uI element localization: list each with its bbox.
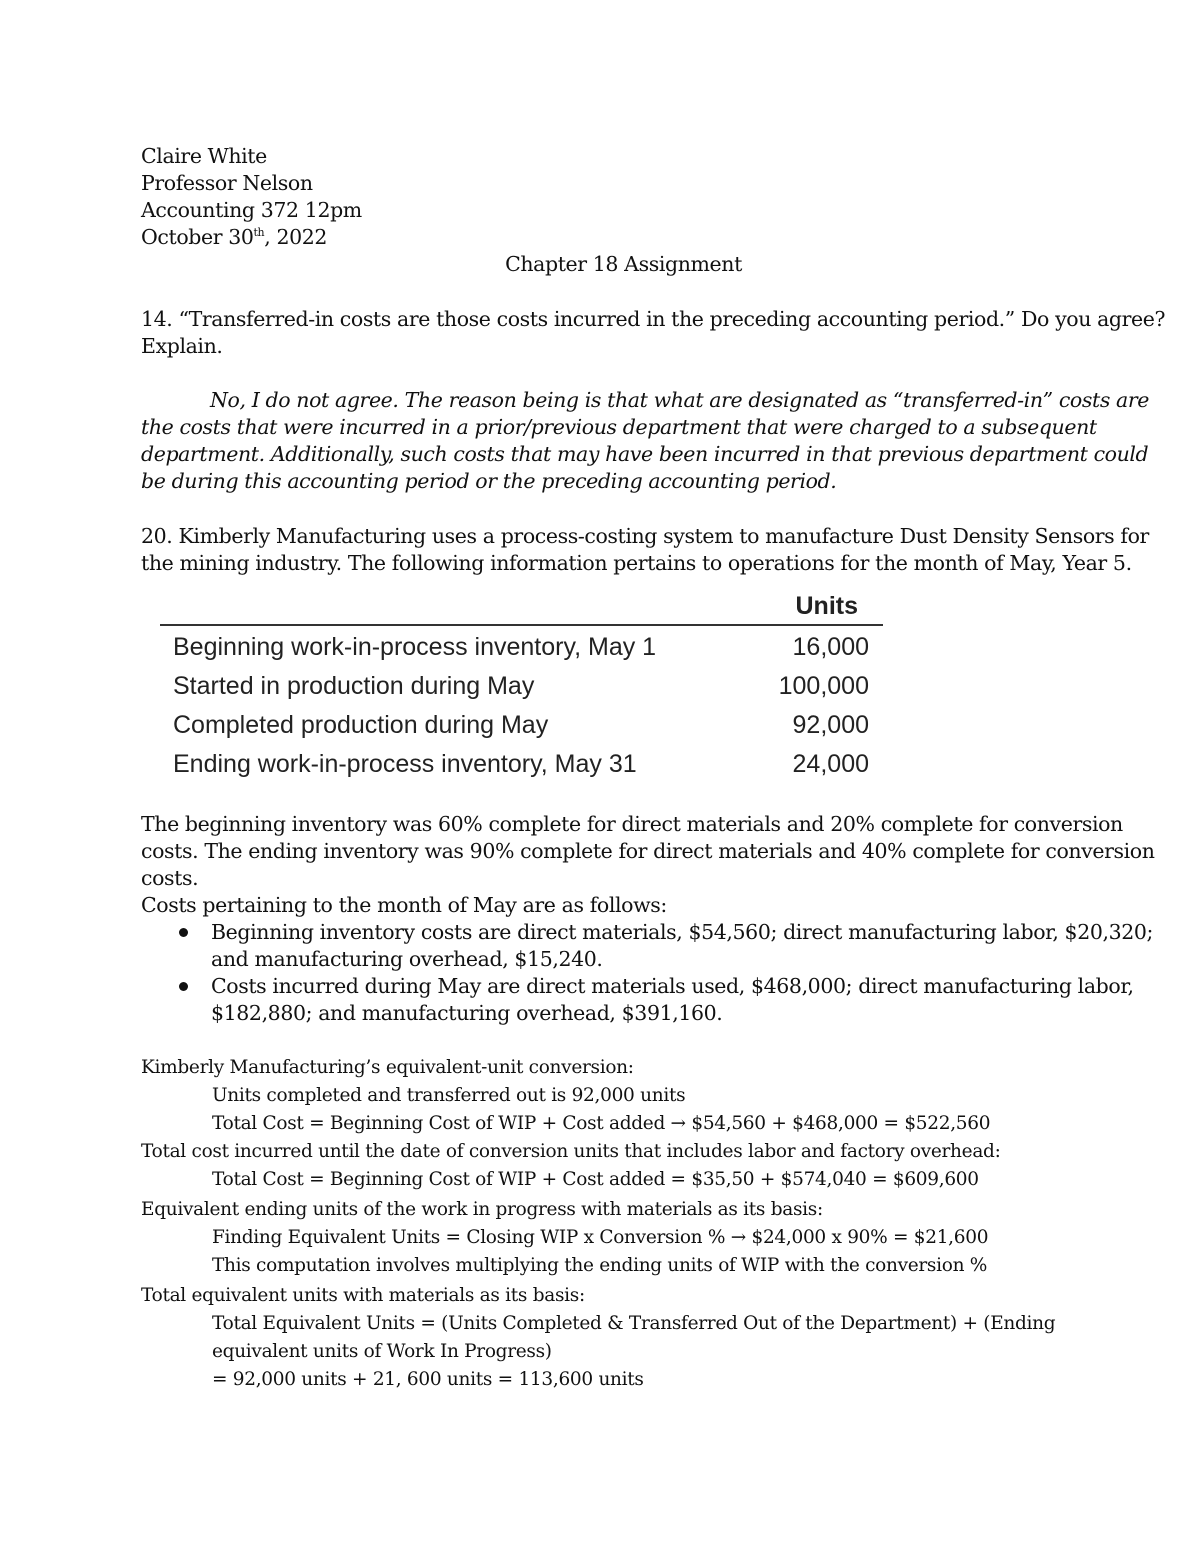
bullet-icon	[179, 982, 188, 991]
professor-name: Professor Nelson	[141, 171, 313, 195]
solution-line: Units completed and transferred out is 92,000 units	[212, 1085, 686, 1106]
solution-line: equivalent units of Work In Progress)	[212, 1341, 552, 1362]
row-label: Completed production during May	[173, 711, 549, 739]
row-label: Beginning work-in-process inventory, May 1	[173, 633, 657, 661]
bullet-1-line-1: Beginning inventory costs are direct materials, $54,560; direct manufacturing labor, $20,320;	[211, 920, 1154, 944]
q20-body-line-4: Costs pertaining to the month of May are as follows:	[141, 893, 667, 917]
solution-line: This computation involves multiplying the ending units of WIP with the conversion %	[212, 1255, 988, 1276]
table-header-rule	[160, 624, 883, 626]
date-suffix: , 2022	[264, 225, 328, 249]
q20-body-line-2: costs. The ending inventory was 90% complete for direct materials and 40% complete for conversion	[141, 839, 1155, 863]
solution-line: Total Cost = Beginning Cost of WIP + Cost added = $35,50 + $574,040 = $609,600	[212, 1169, 979, 1190]
row-label: Started in production during May	[173, 672, 535, 700]
q14-answer-line-1: No, I do not agree. The reason being is that what are designated as “transferred-in” costs are	[210, 388, 1150, 412]
solution-line: Total cost incurred until the date of conversion units that includes labor and factory overhead:	[141, 1141, 1001, 1162]
q20-intro-line-2: the mining industry. The following information pertains to operations for the month of May, Year 5.	[141, 551, 1132, 575]
bullet-icon	[179, 928, 188, 937]
course-name: Accounting 372 12pm	[141, 198, 362, 222]
solution-line: Total Equivalent Units = (Units Completed & Transferred Out of the Department) + (Ending	[212, 1313, 1056, 1334]
solution-line: Finding Equivalent Units = Closing WIP x Conversion % → $24,000 x 90% = $21,600	[212, 1227, 989, 1248]
q20-intro-line-1: 20. Kimberly Manufacturing uses a process-costing system to manufacture Dust Density Sensors for	[141, 524, 1149, 548]
row-value: 16,000	[792, 633, 869, 661]
date	[141, 224, 327, 251]
date-sup: th	[253, 226, 265, 240]
assignment-title: Chapter 18 Assignment	[505, 252, 742, 276]
q14-question-line-2: Explain.	[141, 334, 223, 358]
row-value: 92,000	[792, 711, 869, 739]
table-row	[158, 633, 883, 671]
solution-line: = 92,000 units + 21, 600 units = 113,600 units	[212, 1369, 644, 1390]
q14-answer-line-2: the costs that were incurred in a prior/previous department that were charged to a subsequent	[141, 415, 1097, 439]
table-row	[158, 711, 883, 749]
row-value: 24,000	[792, 750, 869, 778]
q14-answer-line-4: be during this accounting period or the preceding accounting period.	[141, 469, 837, 493]
q20-body-line-3: costs.	[141, 866, 199, 890]
q20-body-line-1: The beginning inventory was 60% complete for direct materials and 20% complete for conversion	[141, 812, 1123, 836]
solution-line: Total equivalent units with materials as its basis:	[141, 1285, 585, 1306]
q14-question-line-1: 14. “Transferred-in costs are those costs incurred in the preceding accounting period.” Do you agree?	[141, 307, 1166, 331]
bullet-2-line-1: Costs incurred during May are direct materials used, $468,000; direct manufacturing labor,	[211, 974, 1134, 998]
bullet-2-line-2: $182,880; and manufacturing overhead, $391,160.	[211, 1001, 723, 1025]
table-row	[158, 750, 883, 788]
row-value: 100,000	[778, 672, 869, 700]
row-label: Ending work-in-process inventory, May 31	[173, 750, 637, 778]
solution-line: Kimberly Manufacturing’s equivalent-unit conversion:	[141, 1057, 634, 1078]
q14-answer-line-3: department. Additionally, such costs that may have been incurred in that previous department could	[141, 442, 1149, 466]
bullet-1-line-2: and manufacturing overhead, $15,240.	[211, 947, 603, 971]
units-header: Units	[795, 592, 858, 620]
solution-line: Total Cost = Beginning Cost of WIP + Cost added → $54,560 + $468,000 = $522,560	[212, 1113, 991, 1134]
table-row	[158, 672, 883, 710]
solution-line: Equivalent ending units of the work in progress with materials as its basis:	[141, 1199, 823, 1220]
date-prefix: October 30	[141, 225, 254, 249]
student-name: Claire White	[141, 144, 267, 168]
